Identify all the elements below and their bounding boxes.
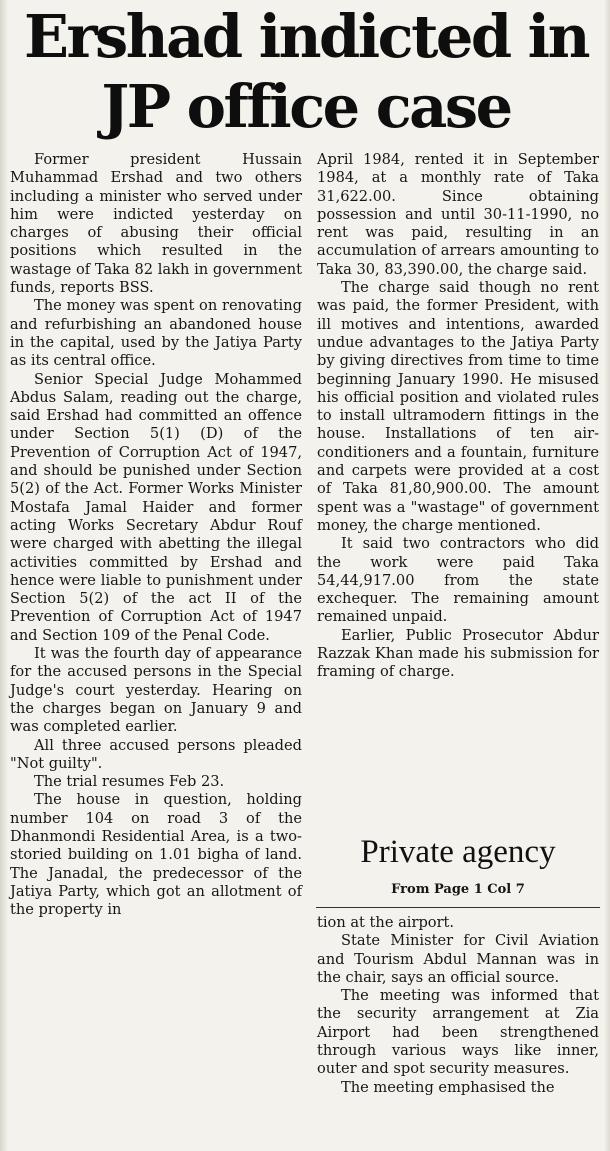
article-headline (8, 2, 604, 142)
article-column-right (317, 151, 599, 682)
paragraph-lead: Former president Hussain Muhammad Ershad and two others including a minister who served under him were indicted yesterday on charges of abusing their official positions which resulted in the wastage of Taka 82 lakh in government funds, reports BSS. (10, 151, 302, 297)
page-edge-right (604, 0, 610, 1151)
paragraph-continued: April 1984, rented it in September 1984, at a monthly rate of Taka 31,622.00. Since obtaining possession and until 30-11-1990, no rent was paid, resulting in an accumulation of arrears amounting to Taka 30, 83,390.00, the charge said. (317, 151, 599, 278)
article-column-left (10, 151, 302, 919)
paragraph: All three accused persons pleaded "Not guilty". (10, 736, 302, 772)
page-edge-left (0, 0, 8, 1151)
jump-line: From Page 1 Col 7 (391, 882, 525, 897)
paragraph: Senior Special Judge Mohammed Abdus Salam, reading out the charge, said Ershad had committed an offence under Section 5(1) (D) of the Prevention of Corruption Act of 1947, and should be punished under Section 5(2) of the Act. Former Works Minister Mostafa Jamal Haider and former acting Works Secretary Abdur Rouf were charged with abetting the illegal activities committed by Ershad and hence were liable to punishment under Section 5(2) of the act II of the Prevention of Corruption Act of 1947 and Section 109 of the Penal Code. (10, 370, 302, 644)
second-article-headline: Private agency (360, 834, 556, 870)
headline-line-2: JP office case (101, 72, 511, 141)
paragraph: It was the fourth day of appearance for the accused persons in the Special Judge's court yesterday. Hearing on the charges began on January 9 and was completed earlier. (10, 645, 302, 736)
paragraph: Earlier, Public Prosecutor Abdur Razzak Khan made his submission for framing of charge. (317, 626, 599, 681)
paragraph: The meeting was informed that the security arrangement at Zia Airport had been strengthened through various ways like inner, outer and spot security measures. (317, 987, 599, 1078)
paragraph-continued: tion at the airport. (317, 914, 455, 931)
paragraph: State Minister for Civil Aviation and Tourism Abdul Mannan was in the chair, says an official source. (317, 932, 599, 986)
paragraph: It said two contractors who did the work were paid Taka 54,44,917.00 from the state exchequer. The remaining amount remained unpaid. (317, 535, 599, 626)
second-article-body (317, 914, 599, 1097)
paragraph: The house in question, holding number 104 on road 3 of the Dhanmondi Residential Area, is a two-storied building on 1.01 bigha of land. The Janadal, the predecessor of the Jatiya Party, which got an allotment of the property in (10, 791, 302, 919)
paragraph: The charge said though no rent was paid, the former President, with ill motives and intentions, awarded undue advantages to the Jatiya Party by giving directives from time to time beginning January 1990. He misused his official position and violated rules to install ultramodern fittings in the house. Installations of ten air-conditioners and a fountain, furniture and carpets were provided at a cost of Taka 81,80,900.00. The amount spent was a "wastage" of government money, the charge mentioned. (317, 279, 599, 534)
paragraph: The trial resumes Feb 23. (34, 773, 225, 791)
divider (316, 907, 600, 908)
headline-line-1: Ershad indicted in (24, 2, 588, 71)
paragraph: The meeting emphasised the (341, 1078, 555, 1096)
paragraph: The money was spent on renovating and refurbishing an abandoned house in the capital, used by the Jatiya Party as its central office. (10, 297, 302, 370)
